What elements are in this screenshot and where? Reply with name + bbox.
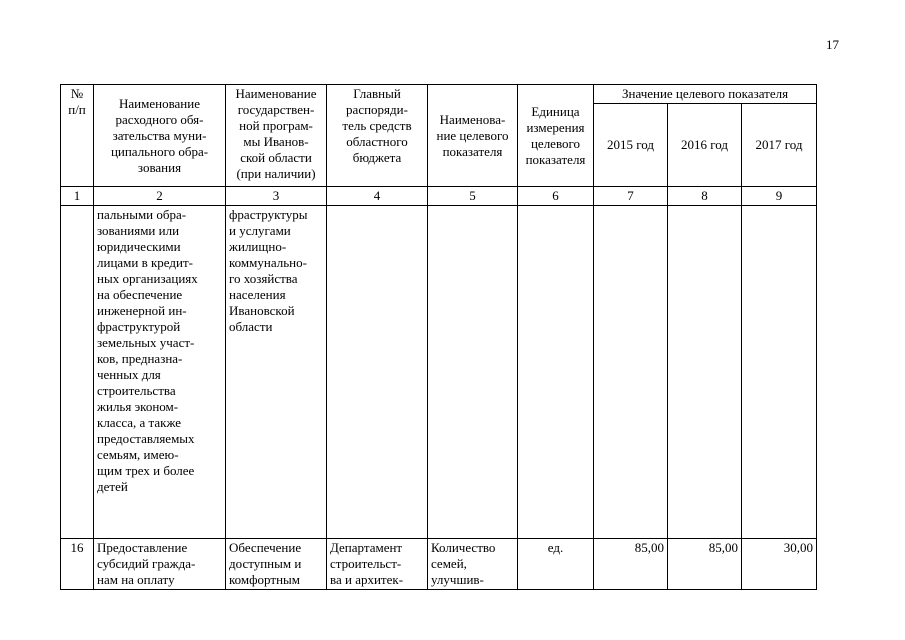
page-number: 17 — [826, 37, 839, 52]
target-indicators-table — [60, 84, 817, 590]
header-year-2015: 2015 год — [594, 104, 668, 187]
table-row — [61, 206, 817, 539]
column-index: 9 — [742, 187, 817, 206]
column-index-row — [61, 187, 817, 206]
column-index: 7 — [594, 187, 668, 206]
cell-value-2016: 85,00 — [668, 539, 742, 590]
cell-obligation: пальными обра- зованиями или юридическими лицами в кредит- ных организациях на обеспечение инженерной ин- фраструктурой земельных участ- ков, предназна- ченных для строительства жилья эконом- класса, а также предоставляемых семьям, имею- щим трех и более детей — [94, 206, 226, 539]
header-program: Наименование государствен- ной програм- мы Иванов- ской области (при наличии) — [226, 85, 327, 187]
cell-indicator: Количество семей, улучшив- — [428, 539, 518, 590]
cell-value-2017: 30,00 — [742, 539, 817, 590]
header-value-group: Значение целевого показателя — [594, 85, 817, 104]
cell-manager: Департамент строительст- ва и архитек- — [327, 539, 428, 590]
column-index: 1 — [61, 187, 94, 206]
header-year-2017: 2017 год — [742, 104, 817, 187]
header-obligation: Наименование расходного обя- зательства муни- ципального обра- зования — [94, 85, 226, 187]
cell-obligation: Предоставление субсидий гражда- нам на оплату — [94, 539, 226, 590]
cell-program: фраструктуры и услугами жилищно- коммунально- го хозяйства населения Ивановской области — [226, 206, 327, 539]
header-manager: Главный распоряди- тель средств областного бюджета — [327, 85, 428, 187]
cell-manager — [327, 206, 428, 539]
cell-num — [61, 206, 94, 539]
header-unit: Единица измерения целевого показателя — [518, 85, 594, 187]
cell-value-2017 — [742, 206, 817, 539]
cell-unit: ед. — [518, 539, 594, 590]
cell-value-2015 — [594, 206, 668, 539]
header-year-2016: 2016 год — [668, 104, 742, 187]
table-row — [61, 539, 817, 590]
header-indicator: Наименова- ние целевого показателя — [428, 85, 518, 187]
cell-num: 16 — [61, 539, 94, 590]
column-index: 2 — [94, 187, 226, 206]
column-index: 3 — [226, 187, 327, 206]
cell-value-2016 — [668, 206, 742, 539]
header-num: № п/п — [61, 85, 94, 187]
column-index: 4 — [327, 187, 428, 206]
cell-value-2015: 85,00 — [594, 539, 668, 590]
column-index: 6 — [518, 187, 594, 206]
header-row — [61, 85, 817, 104]
column-index: 8 — [668, 187, 742, 206]
cell-indicator — [428, 206, 518, 539]
column-index: 5 — [428, 187, 518, 206]
cell-unit — [518, 206, 594, 539]
cell-program: Обеспечение доступным и комфортным — [226, 539, 327, 590]
